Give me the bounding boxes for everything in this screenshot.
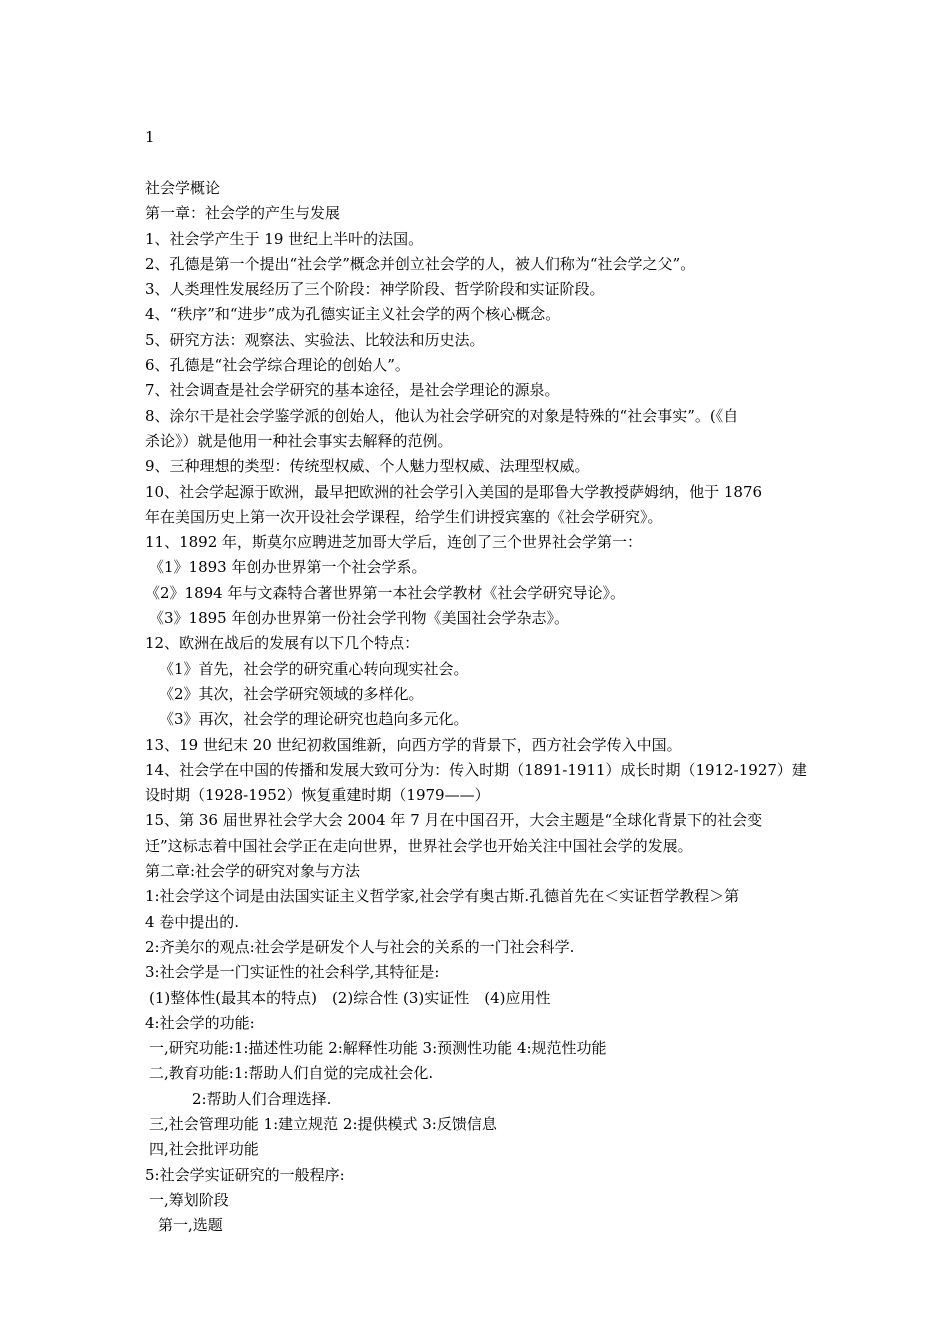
list-item: (1)整体性(最其本的特点) (2)综合性 (3)实证性 (4)应用性	[149, 988, 551, 1007]
list-item: 第一,选题	[158, 1216, 223, 1235]
paragraph-line: 11、1892 年，斯莫尔应聘进芝加哥大学后，连创了三个世界社会学第一：	[145, 533, 643, 552]
paragraph-line: 8、涂尔干是社会学鉴学派的创始人，他认为社会学研究的对象是特殊的“社会事实”。(《自	[145, 406, 739, 425]
paragraph-line: 15、第 36 届世界社会学大会 2004 年 7 月在中国召开，大会主题是“全球化背景下的社会变	[145, 811, 763, 830]
paragraph-line: 设时期（1928-1952）恢复重建时期（1979——）	[145, 786, 490, 805]
paragraph-line: 杀论》）就是他用一种社会事实去解释的范例。	[145, 431, 453, 450]
chapter-heading: 第二章:社会学的研究对象与方法	[145, 862, 361, 881]
list-item: 《3》再次，社会学的理论研究也趋向多元化。	[159, 710, 469, 729]
paragraph-line: 4、“秩序”和“进步”成为孔德实证主义社会学的两个核心概念。	[145, 305, 561, 324]
paragraph-line: 6、孔德是“社会学综合理论的创始人”。	[145, 356, 410, 375]
chapter-heading: 第一章：社会学的产生与发展	[145, 204, 341, 223]
paragraph-line: 7、社会调查是社会学研究的基本途径，是社会学理论的源泉。	[145, 381, 560, 400]
paragraph-line: 2、孔德是第一个提出“社会学”概念并创立社会学的人，被人们称为“社会学之父”。	[145, 254, 696, 273]
page-number: 1	[145, 128, 155, 146]
document-title: 社会学概论	[145, 179, 221, 197]
list-item: 一,筹划阶段	[149, 1190, 229, 1209]
paragraph-line: 年在美国历史上第一次开设社会学课程，给学生们讲授宾塞的《社会学研究》。	[145, 507, 663, 526]
list-item: 《2》1894 年与文森特合著世界第一本社会学教材《社会学研究导论》。	[145, 583, 625, 602]
paragraph-line: 3:社会学是一门实证性的社会科学,其特征是:	[145, 963, 440, 982]
paragraph-line: 1、社会学产生于 19 世纪上半叶的法国。	[145, 229, 424, 248]
paragraph-line: 3、人类理性发展经历了三个阶段：神学阶段、哲学阶段和实证阶段。	[145, 280, 605, 299]
list-item: 四,社会批评功能	[149, 1140, 259, 1159]
paragraph-line: 14、社会学在中国的传播和发展大致可分为：传入时期（1891-1911）成长时期（1912-1927）建	[145, 760, 807, 779]
list-item: 三,社会管理功能 1:建立规范 2:提供模式 3:反馈信息	[149, 1114, 497, 1133]
paragraph-line: 1:社会学这个词是由法国实证主义哲学家,社会学有奥古斯.孔德首先在＜实证哲学教程＞第	[145, 887, 740, 906]
list-item: 《3》1895 年创办世界第一份社会学刊物《美国社会学杂志》。	[149, 609, 569, 628]
paragraph-line: 4 卷中提出的.	[145, 912, 240, 931]
paragraph-line: 13、19 世纪末 20 世纪初救国维新，向西方学的背景下，西方社会学传入中国。	[145, 735, 682, 754]
list-item: 《2》其次，社会学研究领域的多样化。	[159, 684, 424, 703]
paragraph-line: 2:齐美尔的观点:社会学是研发个人与社会的关系的一门社会科学.	[145, 937, 575, 956]
list-item: 《1》1893 年创办世界第一个社会学系。	[149, 558, 427, 577]
paragraph-line: 5、研究方法：观察法、实验法、比较法和历史法。	[145, 330, 485, 349]
list-item: 二,教育功能:1:帮助人们自觉的完成社会化.	[149, 1064, 434, 1083]
paragraph-line: 迁”这标志着中国社会学正在走向世界，世界社会学也开始关注中国社会学的发展。	[145, 836, 693, 855]
paragraph-line: 10、社会学起源于欧洲，最早把欧洲的社会学引入美国的是耶鲁大学教授萨姆纳，他于 1876	[145, 482, 763, 501]
list-item: 一,研究功能:1:描述性功能 2:解释性功能 3:预测性功能 4:规范性功能	[149, 1039, 607, 1058]
document-body	[145, 176, 815, 1238]
paragraph-line: 4:社会学的功能:	[145, 1013, 255, 1032]
paragraph-line: 5:社会学实证研究的一般程序:	[145, 1165, 345, 1184]
paragraph-line: 9、三种理想的类型：传统型权威、个人魅力型权威、法理型权威。	[145, 457, 590, 476]
paragraph-line: 12、欧洲在战后的发展有以下几个特点：	[145, 634, 420, 653]
list-item: 2:帮助人们合理选择.	[192, 1089, 332, 1108]
list-item: 《1》首先，社会学的研究重心转向现实社会。	[159, 659, 469, 678]
